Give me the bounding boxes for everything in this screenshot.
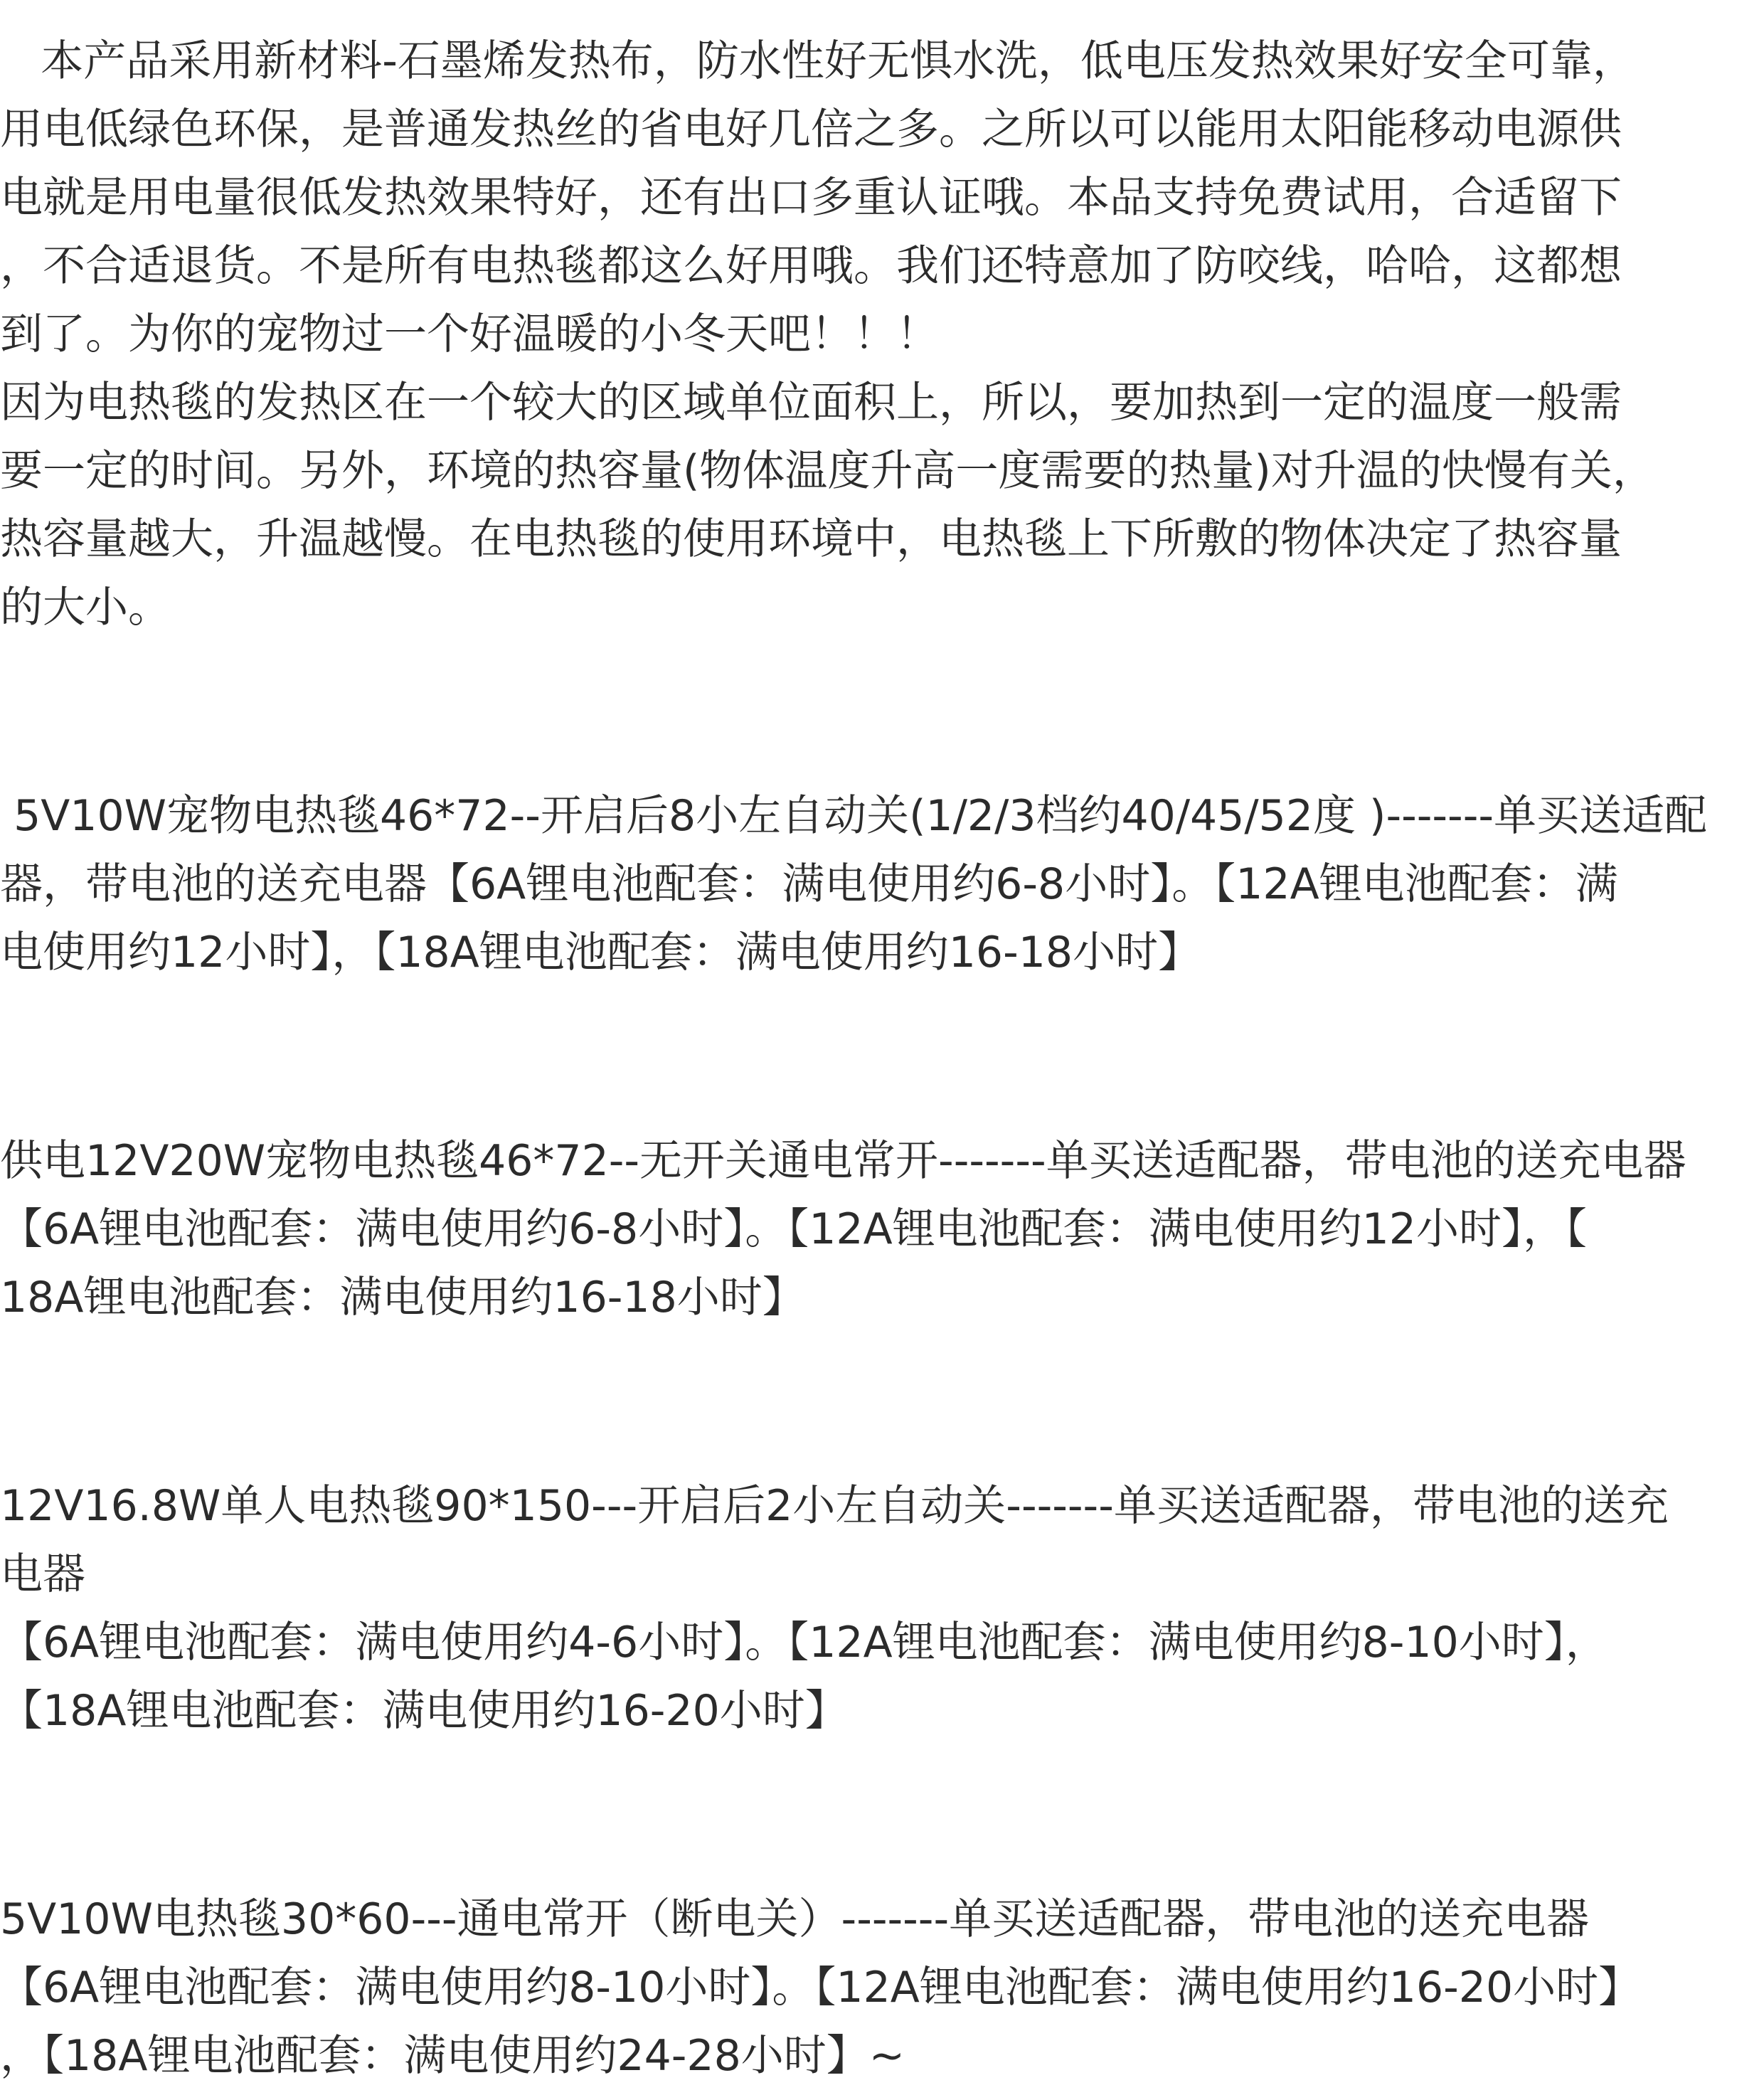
section-gap [0,1745,1764,1885]
product-line: 【6A锂电池配套：满电使用约4-6小时】。【12A锂电池配套：满电使用约8-10小时】， [0,1618,1608,1667]
intro-line: 到了。为你的宠物过一个好温暖的小冬天吧！！！ [0,309,939,359]
product-line: 电使用约12小时】，【18A锂电池配套：满电使用约16-18小时】 [0,928,1201,977]
intro-line: 要一定的时间。另外，环境的热容量(物体温度升高一度需要的热量)对升温的快慢有关， [0,446,1655,496]
intro-line: 热容量越大，升温越慢。在电热毯的使用环境中，电热毯上下所敷的物体决定了热容量 [0,514,1622,564]
product-line: 12V16.8W单人电热毯90*150---开启后2小左自动关-------单买送适配器，带电池的送充 [0,1481,1669,1531]
intro-line: 用电低绿色环保，是普通发热丝的省电好几倍之多。之所以可以能用太阳能移动电源供 [0,105,1622,154]
product-line: 5V10W电热毯30*60---通电常开（断电关）-------单买送适配器，带电池的送充电器 [0,1894,1590,1944]
product-line: 18A锂电池配套：满电使用约16-18小时】 [0,1273,805,1322]
product-line: ，【18A锂电池配套：满电使用约24-28小时】~ [0,2031,905,2081]
intro-paragraph [0,27,1764,642]
intro-line: 本产品采用新材料-石墨烯发热布，防水性好无惧水洗，低电压发热效果好安全可靠， [0,36,1635,86]
product-line: 电器 [0,1549,85,1599]
section-gap [0,987,1764,1127]
product-item-12v16-8w-single [0,1472,1764,1745]
product-line: 供电12V20W宠物电热毯46*72--无开关通电常开-------单买送适配器，带电池的送充电器 [0,1136,1686,1186]
intro-line: 的大小。 [0,583,171,632]
product-line: 【6A锂电池配套：满电使用约8-10小时】。【12A锂电池配套：满电使用约16-20小时】 [0,1963,1642,2012]
section-gap [0,1332,1764,1472]
product-item-5v10w-pet [0,782,1764,987]
product-line: 5V10W宠物电热毯46*72--开启后8小左自动关(1/2/3档约40/45/52度 )-------单买送适配 [0,791,1707,841]
section-gap [0,642,1764,782]
product-item-5v10w-small [0,1885,1764,2090]
product-line: 器，带电池的送充电器【6A锂电池配套：满电使用约6-8小时】。【12A锂电池配套：满 [0,859,1618,909]
intro-line: 因为电热毯的发热区在一个较大的区域单位面积上，所以，要加热到一定的温度一般需 [0,378,1622,428]
product-item-12v20w-pet [0,1127,1764,1332]
intro-line: 电就是用电量很低发热效果特好，还有出口多重认证哦。本品支持免费试用，合适留下 [0,173,1622,223]
product-line: 【6A锂电池配套：满电使用约6-8小时】。【12A锂电池配套：满电使用约12小时】，【 [0,1204,1587,1254]
product-line: 【18A锂电池配套：满电使用约16-20小时】 [0,1686,848,1736]
intro-line: ，不合适退货。不是所有电热毯都这么好用哦。我们还特意加了防咬线，哈哈，这都想 [0,241,1622,291]
